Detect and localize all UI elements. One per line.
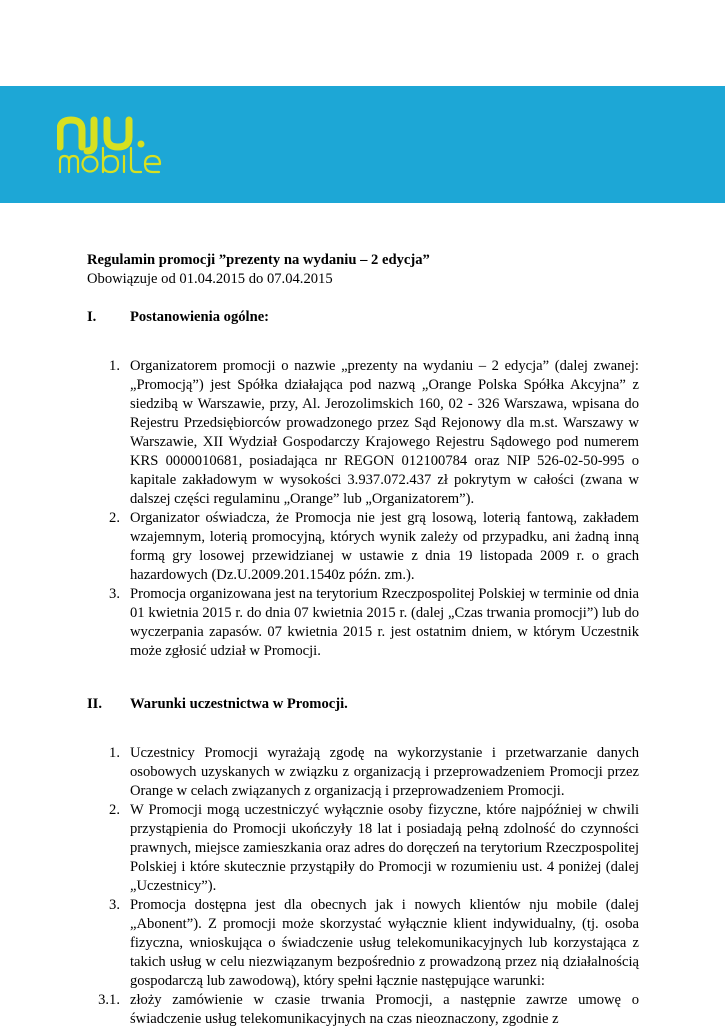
- list-subitem: [87, 991, 639, 1029]
- list-item: [87, 801, 639, 896]
- subitem-text: złoży zamówienie w czasie trwania Promocji, a następnie zawrze umowę o świadczenie usług telekomunikacyjnych na czas nieoznaczony, zgodnie z: [130, 992, 639, 1027]
- nju-mobile-logo[interactable]: [57, 114, 177, 176]
- item-number: 3.: [109, 586, 120, 602]
- nju-mobile-logo-mark: [57, 114, 177, 176]
- section-heading-1: [87, 308, 639, 327]
- item-text: Organizatorem promocji o nazwie „prezenty na wydaniu – 2 edycja” (dalej zwanej: „Promocją”) jest Spółka działająca pod nazwą „Orange Polska Spółka Akcyjna” z siedzibą w Warszawie, przy, Al. Jerozolimskich 160, 02 - 326 Warszawa, wpisana do Rejestru Przedsiębiorców prowadzonego przez Sąd Rejonowy dla m.st. Warszawy w Warszawie, XII Wydział Gospodarczy Krajowego Rejestru Sądowego pod numerem KRS 0000010681, posiadająca nr REGON 012100784 oraz NIP 526-02-50-995 o kapitale zakładowym w wysokości 3.937.072.437 zł pokrytym w całości (zwana w dalszej części regulaminu „Orange” lub „Organizatorem”).: [130, 358, 639, 507]
- section-title: Warunki uczestnictwa w Promocji.: [130, 696, 348, 712]
- item-number: 3.: [109, 897, 120, 913]
- document-validity: Obowiązuje od 01.04.2015 do 07.04.2015: [87, 271, 333, 287]
- item-number: 2.: [109, 510, 120, 526]
- list-item: [87, 585, 639, 661]
- section-title: Postanowienia ogólne:: [130, 309, 270, 325]
- list-item: [87, 357, 639, 509]
- item-text: Uczestnicy Promocji wyrażają zgodę na wykorzystanie i przetwarzanie danych osobowych uzyskanych w związku z organizacją i przeprowadzeniem Promocji przez Orange w celach związanych z organizacją i przeprowadzeniem Promocji.: [130, 745, 639, 799]
- section-number: I.: [87, 309, 97, 325]
- item-text: Promocja organizowana jest na terytorium Rzeczpospolitej Polskiej w terminie od dnia 01 kwietnia 2015 r. do dnia 07 kwietnia 2015 r. (dalej „Czas trwania promocji”) lub do wyczerpania zapasów. 07 kwietnia 2015 r. jest ostatnim dniem, w którym Uczestnik może zgłosić udział w Promocji.: [130, 586, 639, 659]
- list-item: [87, 509, 639, 585]
- item-number: 1.: [109, 745, 120, 761]
- item-number: 1.: [109, 358, 120, 374]
- section-number: II.: [87, 696, 103, 712]
- section-1-list: [87, 357, 639, 661]
- document-title: Regulamin promocji ”prezenty na wydaniu – 2 edycja”: [87, 252, 430, 268]
- list-item: [87, 744, 639, 801]
- header-banner: [0, 86, 725, 203]
- subitem-number: 3.1.: [98, 992, 120, 1008]
- item-text: Organizator oświadcza, że Promocja nie jest grą losową, loterią fantową, zakładem wzajemnym, loterią promocyjną, których wynik zależy od przypadku, ani żadną inną formą gry losowej przewidzianej w ustawie z dnia 19 listopada 2009 r. o grach hazardowych (Dz.U.2009.201.1540z późn. zm.).: [130, 510, 639, 583]
- item-text: W Promocji mogą uczestniczyć wyłącznie osoby fizyczne, które najpóźniej w chwili przystąpienia do Promocji ukończyły 18 lat i posiadają pełną zdolność do czynności prawnych, miejsce zamieszkania oraz adres do doręczeń na terytorium Rzeczpospolitej Polskiej i które skutecznie przystąpiły do Promocji w rozumieniu ust. 4 poniżej (dalej „Uczestnicy”).: [130, 802, 639, 894]
- item-text: Promocja dostępna jest dla obecnych jak i nowych klientów nju mobile (dalej „Abonent”). Z promocji może skorzystać wyłącznie klient indywidualny, (tj. osoba fizyczna, wnioskująca o świadczenie usług telekomunikacyjnych lub korzystająca z takich usług w celu niezwiązanym bezpośrednio z prowadzoną przez nią działalnością gospodarczą lub zawodową), który spełni łącznie następujące warunki:: [130, 897, 639, 989]
- list-item: [87, 896, 639, 991]
- section-2-list: [87, 744, 639, 1029]
- document-body: [87, 251, 639, 1029]
- item-number: 2.: [109, 802, 120, 818]
- section-heading-2: [87, 695, 639, 714]
